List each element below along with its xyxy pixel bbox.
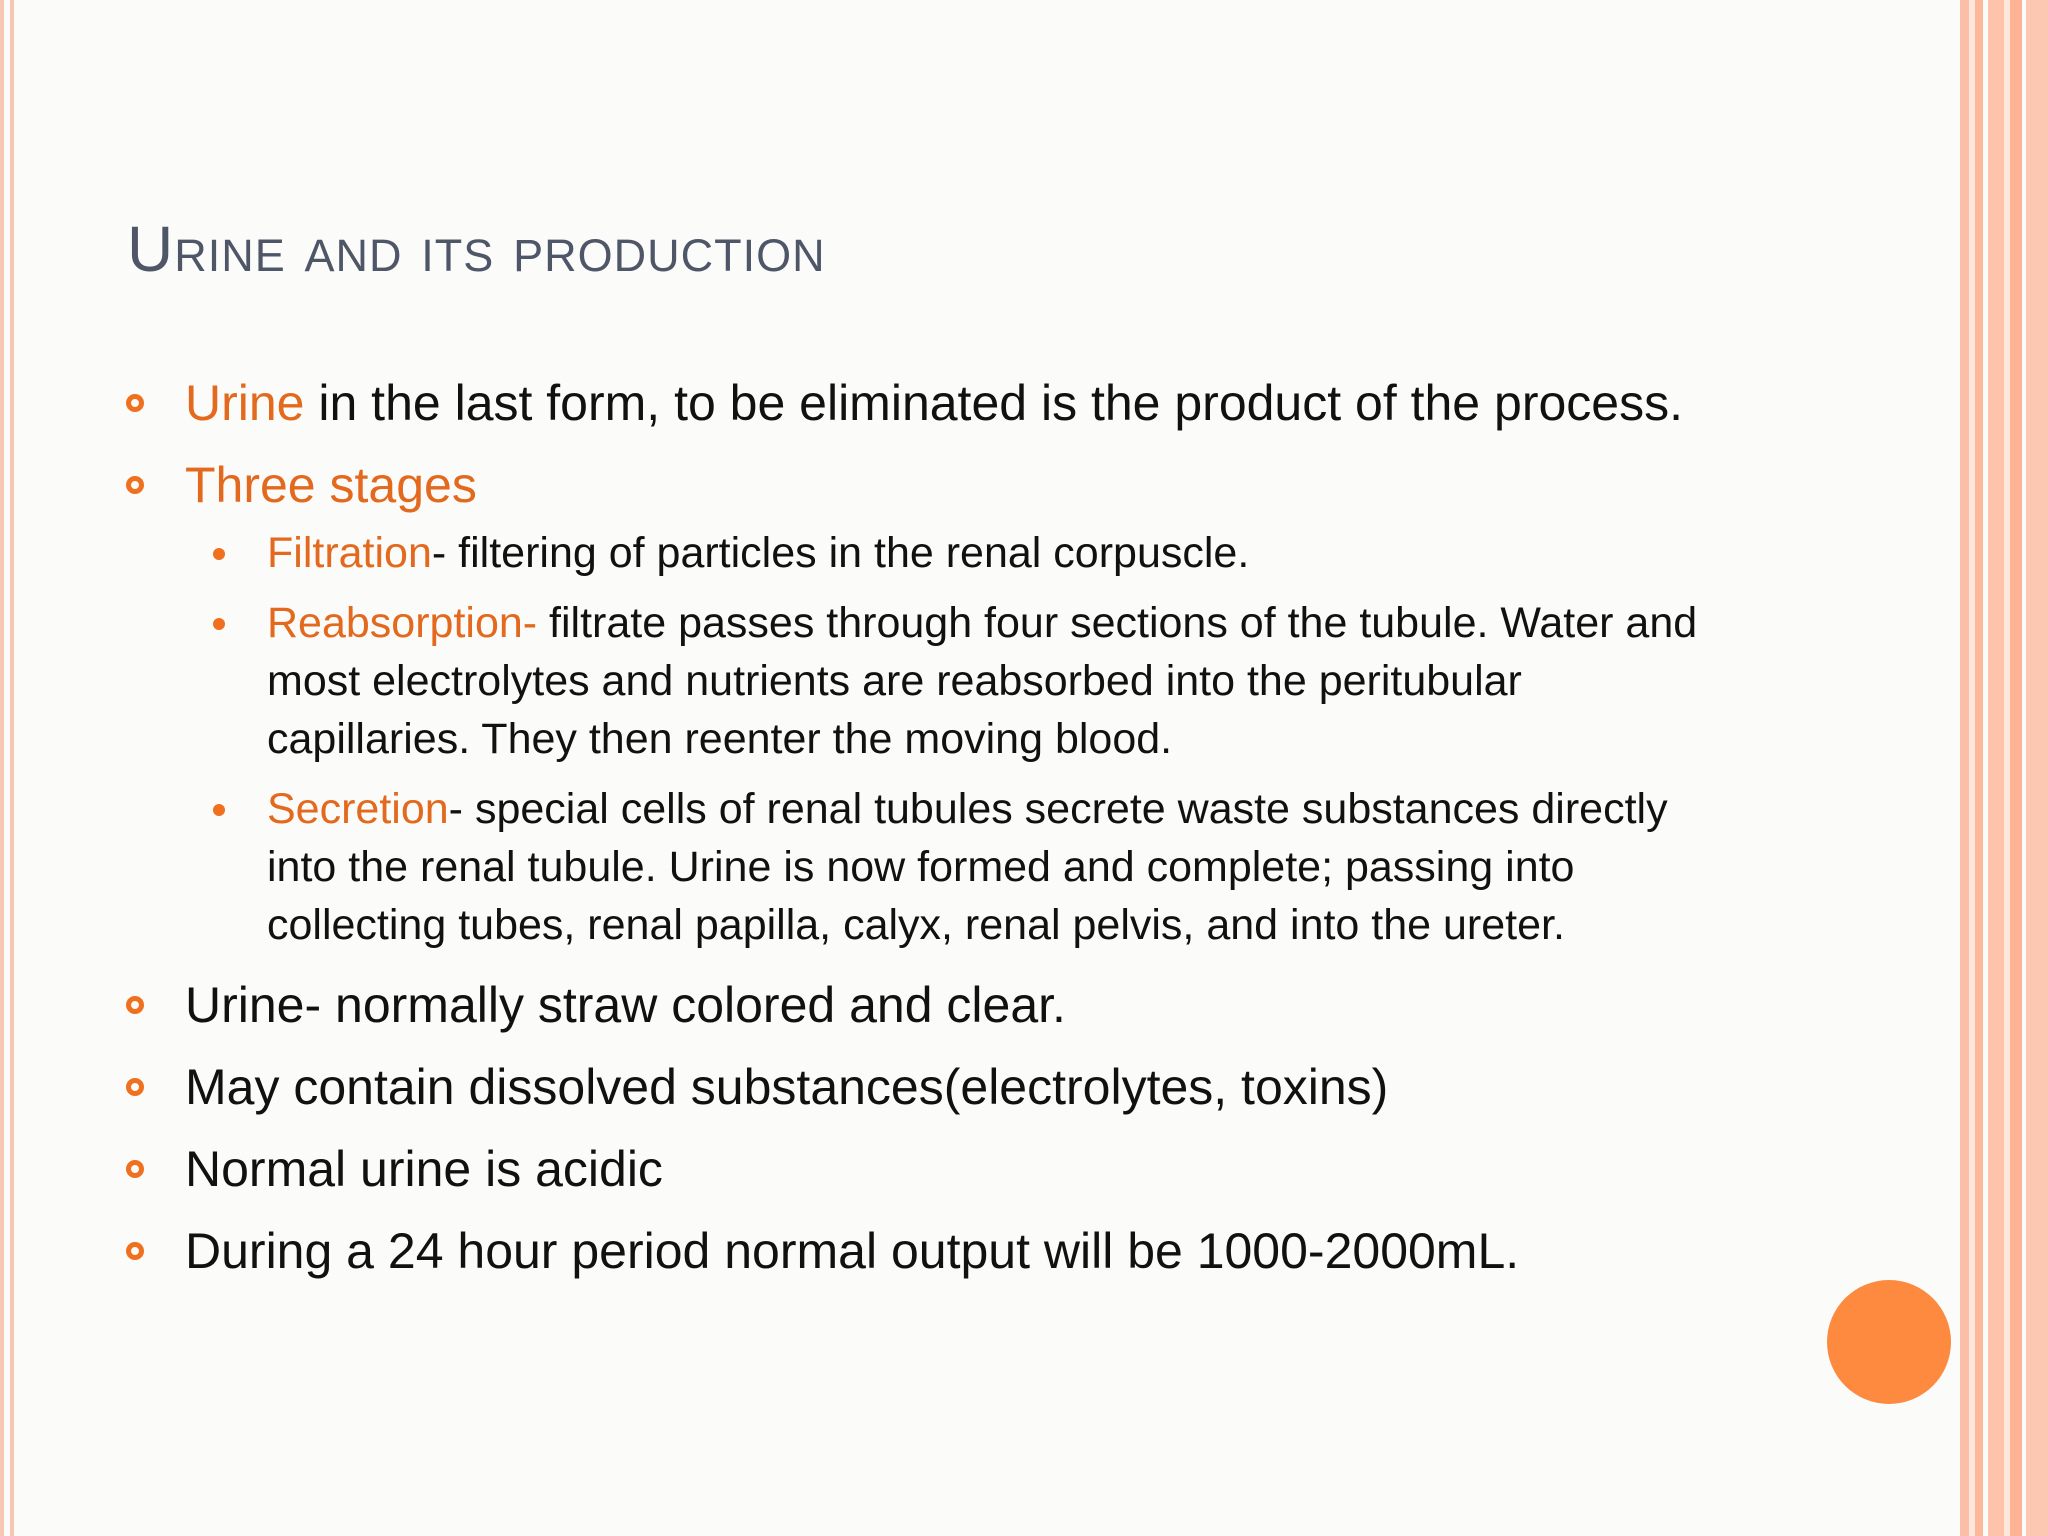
decorative-circle xyxy=(1827,1280,1951,1404)
sub-bullet-accent: Filtration xyxy=(267,529,432,577)
sub-bullet-accent: Secretion xyxy=(267,785,449,833)
sub-bullet-item xyxy=(267,524,1726,582)
sub-bullet-text: - filtering of particles in the renal corpuscle. xyxy=(431,529,1250,577)
sub-bullet-accent: Reabsorption- xyxy=(267,599,538,647)
left-border-line xyxy=(0,0,4,1536)
bullet-item xyxy=(126,1054,1726,1120)
bullet-list xyxy=(126,370,1726,1300)
bullet-accent: Urine xyxy=(185,375,305,431)
right-border-band xyxy=(1988,0,2004,1536)
sub-bullet-item xyxy=(267,780,1726,954)
sub-bullet-item xyxy=(267,594,1726,768)
dot-bullet-icon xyxy=(213,548,225,560)
ring-bullet-icon xyxy=(126,996,144,1014)
right-border-band xyxy=(1960,0,1969,1536)
bullet-item xyxy=(126,1136,1726,1202)
sub-bullet-text: - special cells of renal tubules secrete waste substances directly into the renal tubule. Urine is now formed and complete; passing into collecting tubes, renal papilla, calyx, renal pelvis, and into the ureter. xyxy=(267,785,1668,949)
right-border-band xyxy=(2026,0,2048,1536)
bullet-text: in the last form, to be eliminated is the product of the process. xyxy=(304,375,1683,431)
right-border-band xyxy=(2010,0,2022,1536)
bullet-text: May contain dissolved substances(electrolytes, toxins) xyxy=(185,1059,1389,1115)
bullet-item xyxy=(126,370,1726,436)
bullet-item xyxy=(126,972,1726,1038)
bullet-text: During a 24 hour period normal output will be 1000-2000mL. xyxy=(185,1223,1520,1279)
bullet-text: Urine- normally straw colored and clear. xyxy=(185,977,1066,1033)
ring-bullet-icon xyxy=(126,1160,144,1178)
bullet-accent: Three stages xyxy=(185,457,477,513)
ring-bullet-icon xyxy=(126,1242,144,1260)
bullet-item xyxy=(126,452,1726,518)
ring-bullet-icon xyxy=(126,1078,144,1096)
left-border-line xyxy=(10,0,14,1536)
bullet-item xyxy=(126,1218,1726,1284)
bullet-text: Normal urine is acidic xyxy=(185,1141,663,1197)
right-border-band xyxy=(1975,0,1983,1536)
sub-bullet-text: filtrate passes through four sections of the tubule. Water and most electrolytes and nutrients are reabsorbed into the peritubular capillaries. They then reenter the moving blood. xyxy=(267,599,1698,763)
dot-bullet-icon xyxy=(213,618,225,630)
ring-bullet-icon xyxy=(126,394,144,412)
slide-title: Urine and its production xyxy=(127,213,826,285)
dot-bullet-icon xyxy=(213,804,225,816)
ring-bullet-icon xyxy=(126,476,144,494)
